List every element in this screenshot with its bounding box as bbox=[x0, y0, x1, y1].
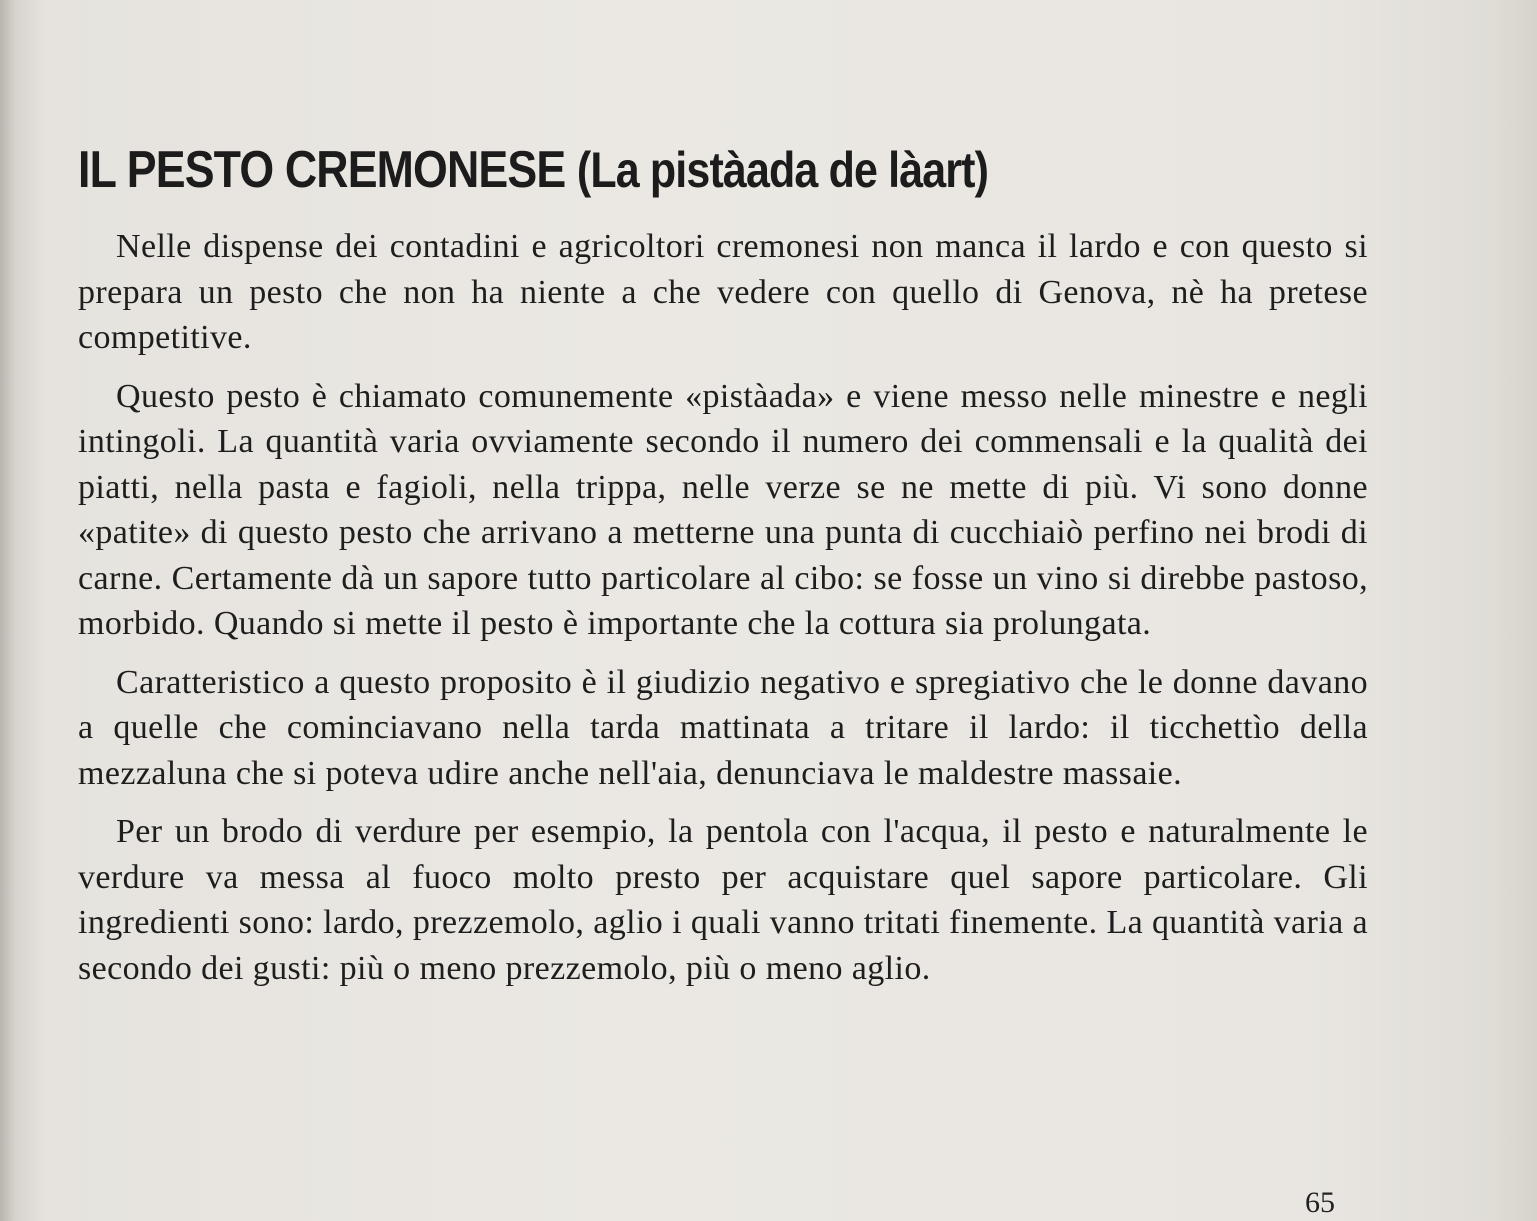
title-subtitle: (La pistàada de làart) bbox=[576, 142, 989, 198]
paragraph-4: Per un brodo di verdure per esempio, la pentola con l'acqua, il pesto e naturalmente le verdure va messa al fuoco molto presto per acquistare quel sapore particolare. Gli ingredienti sono: lardo, prezzemolo, aglio i quali vanno tritati finemente. La quantità varia a secondo dei gusti: più o meno prezzemolo, più o meno aglio. bbox=[78, 813, 1368, 987]
title-main: IL PESTO CREMONESE bbox=[78, 141, 566, 199]
page-edge-shadow bbox=[0, 0, 14, 1221]
page-title bbox=[78, 138, 1187, 202]
paragraph-3: Caratteristico a questo proposito è il giudizio negativo e spregiativo che le donne davano a quelle che cominciavano nella tarda mattinata a tritare il lardo: il ticchettìo della mezzaluna che si poteva udire anche nell'aia, denunciava le maldestre massaie. bbox=[78, 663, 1368, 792]
book-page bbox=[78, 138, 1368, 1004]
paragraph-1: Nelle dispense dei contadini e agricoltori cremonesi non manca il lardo e con questo si prepara un pesto che non ha niente a che vedere con quello di Genova, nè ha pretese competitive. bbox=[78, 228, 1368, 356]
paragraph-2: Questo pesto è chiamato comunemente «pistàada» e viene messo nelle minestre e negli intingoli. La quantità varia ovviamente secondo il numero dei commensali e la qualità dei piatti, nella pasta e fagioli, nella trippa, nelle verze se ne mette di più. Vi sono donne «patite» di questo pesto che arrivano a metterne una punta di cucchiaiò perfino nei brodi di carne. Certamente dà un sapore tutto particolare al cibo: se fosse un vino si direbbe pastoso, morbido. Quando si mette il pesto è importante che la cottura sia prolungata. bbox=[78, 377, 1368, 642]
page-number: 65 bbox=[1305, 1186, 1335, 1219]
